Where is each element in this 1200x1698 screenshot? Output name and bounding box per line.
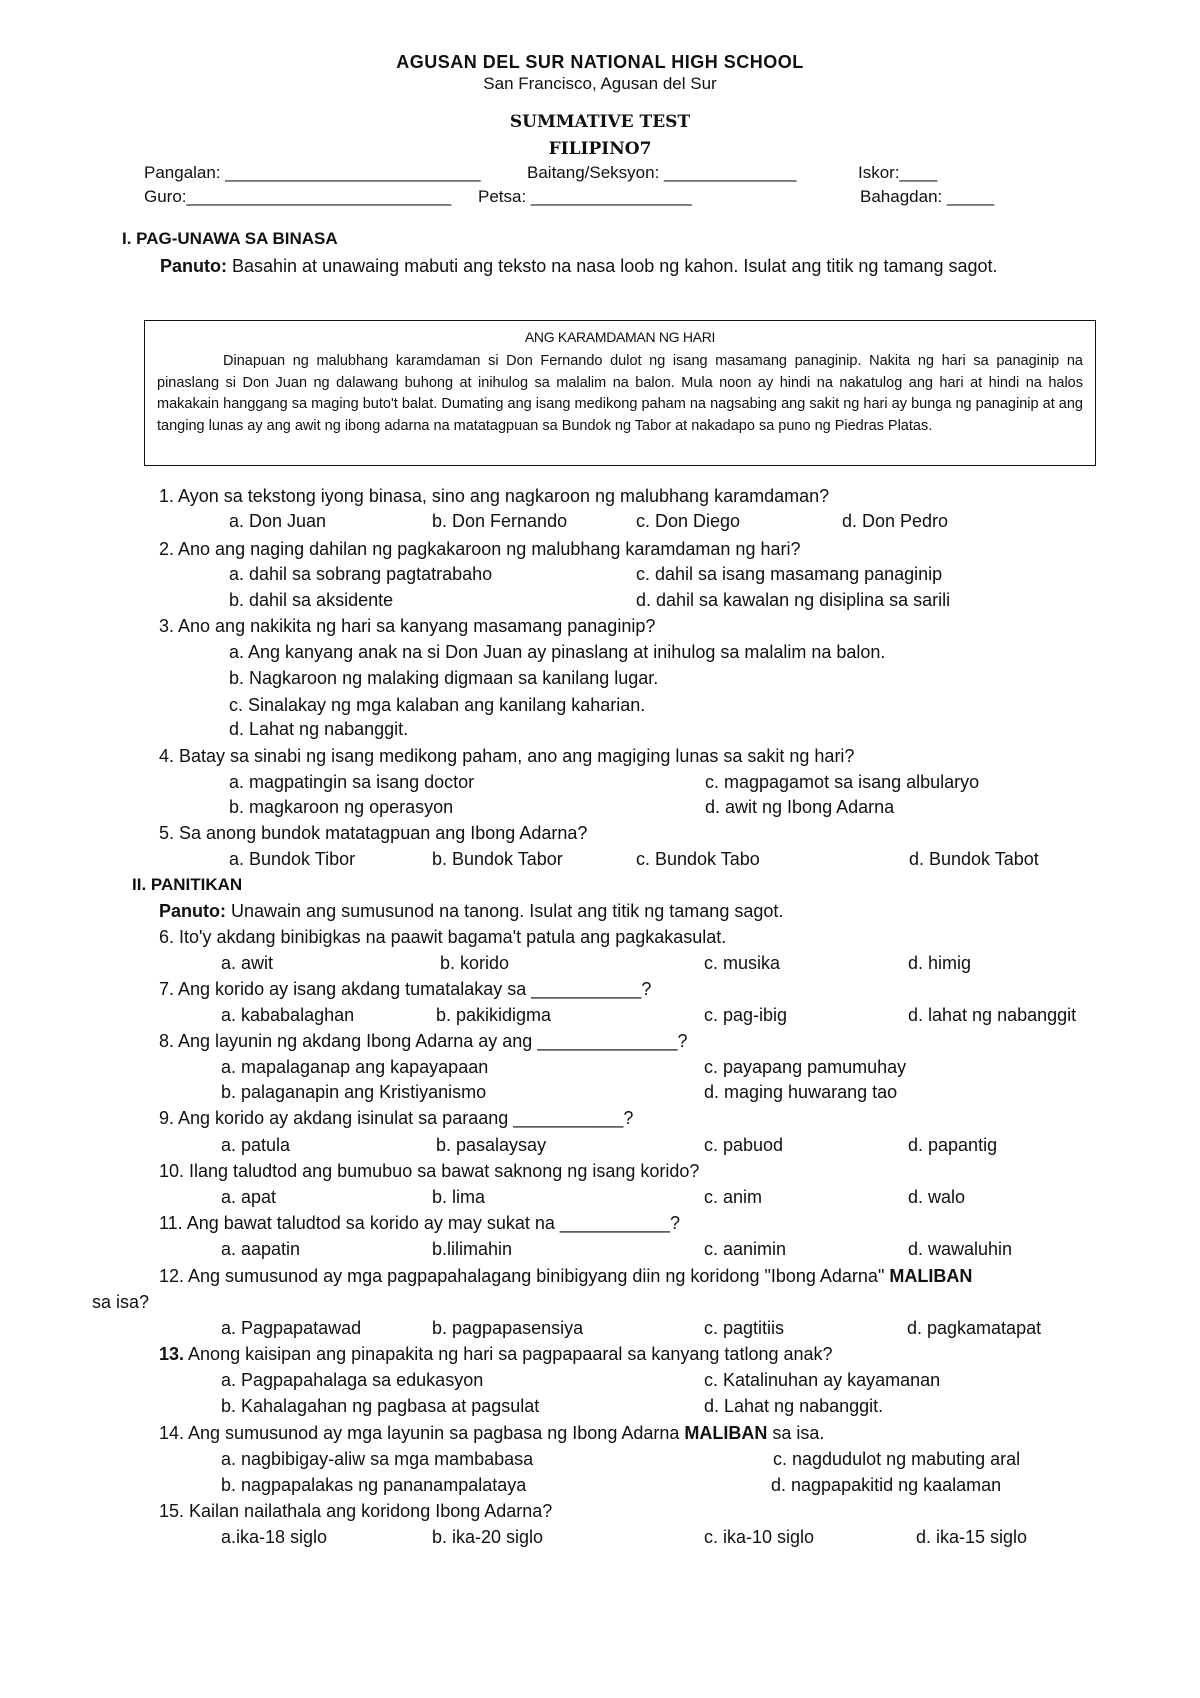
q4-option-c[interactable]: c. magpagamot sa isang albularyo [705, 772, 980, 792]
q2-option-a[interactable]: a. dahil sa sobrang pagtatrabaho [229, 564, 493, 584]
q15-option-a[interactable]: a.ika-18 siglo [221, 1527, 328, 1547]
q13-text: Anong kaisipan ang pinapakita ng hari sa pagpapaaral sa kanyang tatlong anak? [184, 1344, 833, 1364]
section1-instructions [92, 253, 1092, 279]
q14-emphasis: MALIBAN [684, 1423, 768, 1443]
q9-option-d[interactable]: d. papantig [908, 1135, 998, 1155]
school-name: AGUSAN DEL SUR NATIONAL HIGH SCHOOL [396, 52, 804, 72]
q11-option-b[interactable]: b.lilimahin [432, 1239, 513, 1259]
q1-option-d[interactable]: d. Don Pedro [842, 511, 949, 531]
q15-option-b[interactable]: b. ika-20 siglo [432, 1527, 544, 1547]
q12-option-c[interactable]: c. pagtitiis [704, 1318, 785, 1338]
q1-option-c[interactable]: c. Don Diego [636, 511, 741, 531]
question-1: 1. Ayon sa tekstong iyong binasa, sino ang nagkaroon ng malubhang karamdaman? [159, 486, 830, 506]
q12-text: 12. Ang sumusunod ay mga pagpapahalagang binibigyang diin ng koridong "Ibong Adarna" [159, 1266, 890, 1286]
q6-option-b[interactable]: b. korido [440, 953, 510, 973]
q3-option-d[interactable]: d. Lahat ng nabanggit. [229, 719, 409, 739]
test-title: SUMMATIVE TEST [509, 112, 691, 132]
question-5: 5. Sa anong bundok matatagpuan ang Ibong Adarna? [159, 823, 588, 843]
q15-option-d[interactable]: d. ika-15 siglo [916, 1527, 1028, 1547]
question-4: 4. Batay sa sinabi ng isang medikong paham, ano ang magiging lunas sa sakit ng hari? [159, 746, 855, 766]
q14-option-b[interactable]: b. nagpapalakas ng pananampalataya [221, 1475, 527, 1495]
teacher-field[interactable]: Guro:____________________________ [144, 187, 452, 206]
q11-option-c[interactable]: c. aanimin [704, 1239, 787, 1259]
q3-option-b[interactable]: b. Nagkaroon ng malaking digmaan sa kanilang lugar. [229, 668, 659, 688]
question-3: 3. Ano ang nakikita ng hari sa kanyang masamang panaginip? [159, 616, 656, 636]
score-field[interactable]: Iskor:____ [858, 163, 938, 182]
q3-option-c[interactable]: c. Sinalakay ng mga kalaban ang kanilang kaharian. [229, 695, 646, 715]
q2-option-b[interactable]: b. dahil sa aksidente [229, 590, 394, 610]
q10-option-b[interactable]: b. lima [432, 1187, 486, 1207]
q13-option-a[interactable]: a. Pagpapahalaga sa edukasyon [221, 1370, 484, 1390]
passage-body [157, 351, 1083, 437]
q6-option-d[interactable]: d. himig [908, 953, 972, 973]
q8-option-c[interactable]: c. payapang pamumuhay [704, 1057, 907, 1077]
question-12 [159, 1266, 972, 1287]
question-8: 8. Ang layunin ng akdang Ibong Adarna ay ang ______________? [159, 1031, 688, 1051]
q14-option-c[interactable]: c. nagdudulot ng mabuting aral [773, 1449, 1021, 1469]
question-10: 10. Ilang taludtod ang bumubuo sa bawat saknong ng isang korido? [159, 1161, 700, 1181]
question-15: 15. Kailan nailathala ang koridong Ibong Adarna? [159, 1501, 553, 1521]
q11-option-a[interactable]: a. aapatin [221, 1239, 301, 1259]
question-13 [159, 1344, 833, 1365]
q13-option-c[interactable]: c. Katalinuhan ay kayamanan [704, 1370, 941, 1390]
school-address: San Francisco, Agusan del Sur [483, 74, 717, 93]
q9-option-a[interactable]: a. patula [221, 1135, 291, 1155]
section1-heading: I. PAG-UNAWA SA BINASA [122, 229, 338, 248]
panuto2-label: Panuto: [159, 901, 226, 921]
q13-option-b[interactable]: b. Kahalagahan ng pagbasa at pagsulat [221, 1396, 540, 1416]
question-14 [159, 1423, 824, 1444]
q13-number: 13. [159, 1344, 185, 1364]
grade-section-field[interactable]: Baitang/Seksyon: ______________ [527, 163, 797, 182]
q5-option-b[interactable]: b. Bundok Tabor [432, 849, 563, 869]
q12-emphasis: MALIBAN [889, 1266, 973, 1286]
q14-text-end: sa isa. [767, 1423, 825, 1443]
q10-option-d[interactable]: d. walo [908, 1187, 966, 1207]
q5-option-a[interactable]: a. Bundok Tibor [229, 849, 356, 869]
q13-option-d[interactable]: d. Lahat ng nabanggit. [704, 1396, 884, 1416]
name-field[interactable]: Pangalan: ___________________________ [144, 163, 481, 182]
q15-option-c[interactable]: c. ika-10 siglo [704, 1527, 815, 1547]
q4-option-d[interactable]: d. awit ng Ibong Adarna [705, 797, 895, 817]
q10-option-c[interactable]: c. anim [704, 1187, 763, 1207]
q14-option-a[interactable]: a. nagbibigay-aliw sa mga mambabasa [221, 1449, 534, 1469]
question-2: 2. Ano ang naging dahilan ng pagkakaroon ng malubhang karamdaman ng hari? [159, 539, 801, 559]
q12-option-b[interactable]: b. pagpapasensiya [432, 1318, 584, 1338]
percent-field[interactable]: Bahagdan: _____ [860, 187, 995, 206]
q14-option-d[interactable]: d. nagpapakitid ng kaalaman [771, 1475, 1002, 1495]
q14-text: 14. Ang sumusunod ay mga layunin sa pagbasa ng Ibong Adarna [159, 1423, 685, 1443]
passage-text: Dinapuan ng malubhang karamdaman si Don Fernando dulot ng isang masamang panaginip. Nakita ng hari sa panaginip na pinaslang si Don Juan ng dalawang buhong at inihulog sa malalim na balon. Mula noon ay hindi na nakatulog ang hari at hindi na halos makakain hanggang sa maging buto't balat. Dumating ang isang medikong paham na nagsabing ang sakit ng hari ay bunga ng panaginip at ang tanging lunas ay ang awit ng ibong adarna na matatagpuan sa Bundok ng Tabor at nakadapo sa puno ng Piedras Platas. [157, 353, 1083, 434]
panuto2-text: Unawain ang sumusunod na tanong. Isulat ang titik ng tamang sagot. [226, 901, 784, 921]
q1-option-a[interactable]: a. Don Juan [229, 511, 327, 531]
q3-option-a[interactable]: a. Ang kanyang anak na si Don Juan ay pinaslang at inihulog sa malalim na balon. [229, 642, 886, 662]
q6-option-c[interactable]: c. musika [704, 953, 781, 973]
q12-option-d[interactable]: d. pagkamatapat [907, 1318, 1042, 1338]
question-6: 6. Ito'y akdang binibigkas na paawit bagama't patula ang pagkakasulat. [159, 927, 727, 947]
q7-option-c[interactable]: c. pag-ibig [704, 1005, 788, 1025]
q7-option-d[interactable]: d. lahat ng nabanggit [908, 1005, 1077, 1025]
q8-option-d[interactable]: d. maging huwarang tao [704, 1082, 898, 1102]
q8-option-a[interactable]: a. mapalaganap ang kapayapaan [221, 1057, 489, 1077]
q5-option-d[interactable]: d. Bundok Tabot [909, 849, 1039, 869]
q10-option-a[interactable]: a. apat [221, 1187, 277, 1207]
panuto-label: Panuto: [160, 256, 227, 276]
q2-option-c[interactable]: c. dahil sa isang masamang panaginip [636, 564, 943, 584]
q7-option-a[interactable]: a. kababalaghan [221, 1005, 355, 1025]
section2-instructions [159, 901, 783, 922]
q11-option-d[interactable]: d. wawaluhin [908, 1239, 1013, 1259]
question-9: 9. Ang korido ay akdang isinulat sa paraang ___________? [159, 1108, 634, 1128]
q12-option-a[interactable]: a. Pagpapatawad [221, 1318, 362, 1338]
section2-heading: II. PANITIKAN [132, 875, 243, 894]
q7-option-b[interactable]: b. pakikidigma [436, 1005, 552, 1025]
question-11: 11. Ang bawat taludtod sa korido ay may sukat na ___________? [159, 1213, 681, 1233]
q5-option-c[interactable]: c. Bundok Tabo [636, 849, 760, 869]
q6-option-a[interactable]: a. awit [221, 953, 274, 973]
date-field[interactable]: Petsa: _________________ [478, 187, 692, 206]
panuto-text: Basahin at unawaing mabuti ang teksto na nasa loob ng kahon. Isulat ang titik ng tamang sagot. [227, 256, 998, 276]
question-12-cont: sa isa? [92, 1292, 150, 1312]
q4-option-b[interactable]: b. magkaroon ng operasyon [229, 797, 454, 817]
q1-option-b[interactable]: b. Don Fernando [432, 511, 568, 531]
passage-box [144, 320, 1096, 466]
q8-option-b[interactable]: b. palaganapin ang Kristiyanismo [221, 1082, 487, 1102]
q2-option-d[interactable]: d. dahil sa kawalan ng disiplina sa sarili [636, 590, 951, 610]
q9-option-c[interactable]: c. pabuod [704, 1135, 784, 1155]
q9-option-b[interactable]: b. pasalaysay [436, 1135, 547, 1155]
q4-option-a[interactable]: a. magpatingin sa isang doctor [229, 772, 475, 792]
question-7: 7. Ang korido ay isang akdang tumatalakay sa ___________? [159, 979, 652, 999]
passage-title: ANG KARAMDAMAN NG HARI [524, 329, 716, 345]
subject-title: FILIPINO7 [548, 139, 652, 159]
